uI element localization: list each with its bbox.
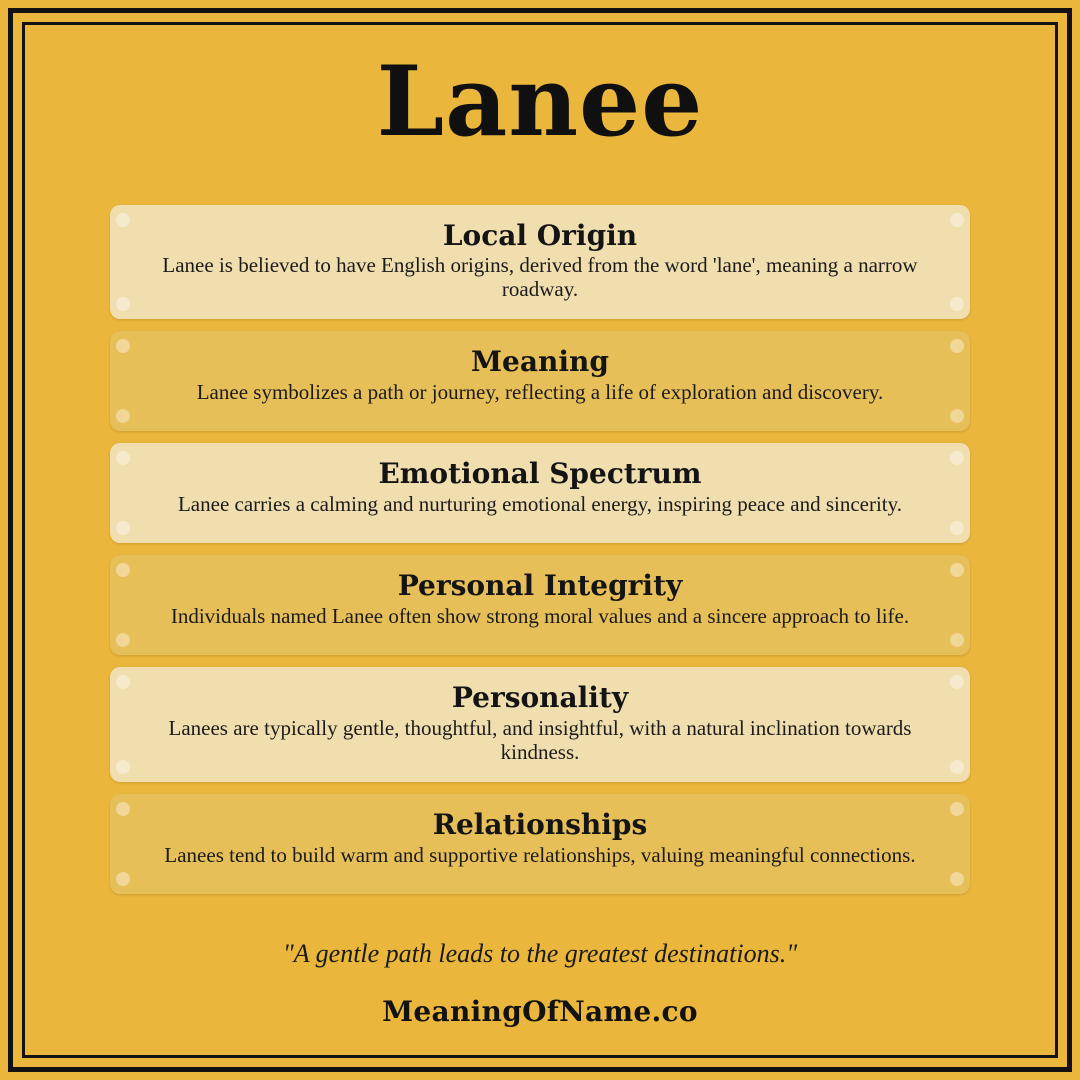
card-title: Personal Integrity (397, 569, 683, 603)
notch-dot-icon (116, 633, 130, 647)
card-title: Personality (451, 681, 629, 715)
notch-dot-icon (950, 872, 964, 886)
attribute-card-emotional-spectrum (110, 443, 970, 543)
poster-content (30, 30, 1050, 1050)
notch-dot-icon (116, 451, 130, 465)
card-title: Local Origin (442, 218, 638, 252)
notch-dot-icon (116, 297, 130, 311)
attribute-card-list (110, 205, 970, 894)
notch-dot-icon (116, 563, 130, 577)
card-text: Lanee symbolizes a path or journey, reflecting a life of exploration and discovery. (196, 380, 884, 405)
notch-dot-icon (950, 675, 964, 689)
notch-dot-icon (950, 451, 964, 465)
attribute-card-personality (110, 667, 970, 782)
notch-dot-icon (116, 760, 130, 774)
notch-dot-icon (116, 521, 130, 535)
notch-dot-icon (950, 213, 964, 227)
card-text: Lanees are typically gentle, thoughtful, and insightful, with a natural inclination towards kindness. (168, 716, 912, 764)
notch-dot-icon (950, 339, 964, 353)
attribute-card-relationships (110, 794, 970, 894)
card-text: Lanee carries a calming and nurturing emotional energy, inspiring peace and sincerity. (177, 492, 903, 517)
card-text: Lanees tend to build warm and supportive relationships, valuing meaningful connections. (164, 842, 916, 867)
card-text: Lanee is believed to have English origins, derived from the word 'lane', meaning a narrow roadway. (162, 253, 918, 301)
notch-dot-icon (116, 675, 130, 689)
notch-dot-icon (116, 409, 130, 423)
attribute-card-local-origin (110, 205, 970, 320)
attribute-card-personal-integrity (110, 555, 970, 655)
card-title: Meaning (471, 345, 609, 379)
notch-dot-icon (116, 802, 130, 816)
notch-dot-icon (950, 521, 964, 535)
notch-dot-icon (116, 872, 130, 886)
card-title: Relationships (432, 808, 648, 842)
notch-dot-icon (116, 339, 130, 353)
notch-dot-icon (950, 633, 964, 647)
page-title: Lanee (376, 45, 704, 158)
notch-dot-icon (950, 563, 964, 577)
notch-dot-icon (950, 297, 964, 311)
card-title: Emotional Spectrum (378, 457, 702, 491)
notch-dot-icon (950, 802, 964, 816)
notch-dot-icon (950, 409, 964, 423)
card-text: Individuals named Lanee often show strong moral values and a sincere approach to life. (170, 604, 910, 629)
poster-footer (30, 939, 1050, 1050)
quote-text: "A gentle path leads to the greatest destinations." (282, 939, 798, 968)
notch-dot-icon (116, 213, 130, 227)
notch-dot-icon (950, 760, 964, 774)
brand-name: MeaningOfName.co (382, 995, 698, 1028)
attribute-card-meaning (110, 331, 970, 431)
